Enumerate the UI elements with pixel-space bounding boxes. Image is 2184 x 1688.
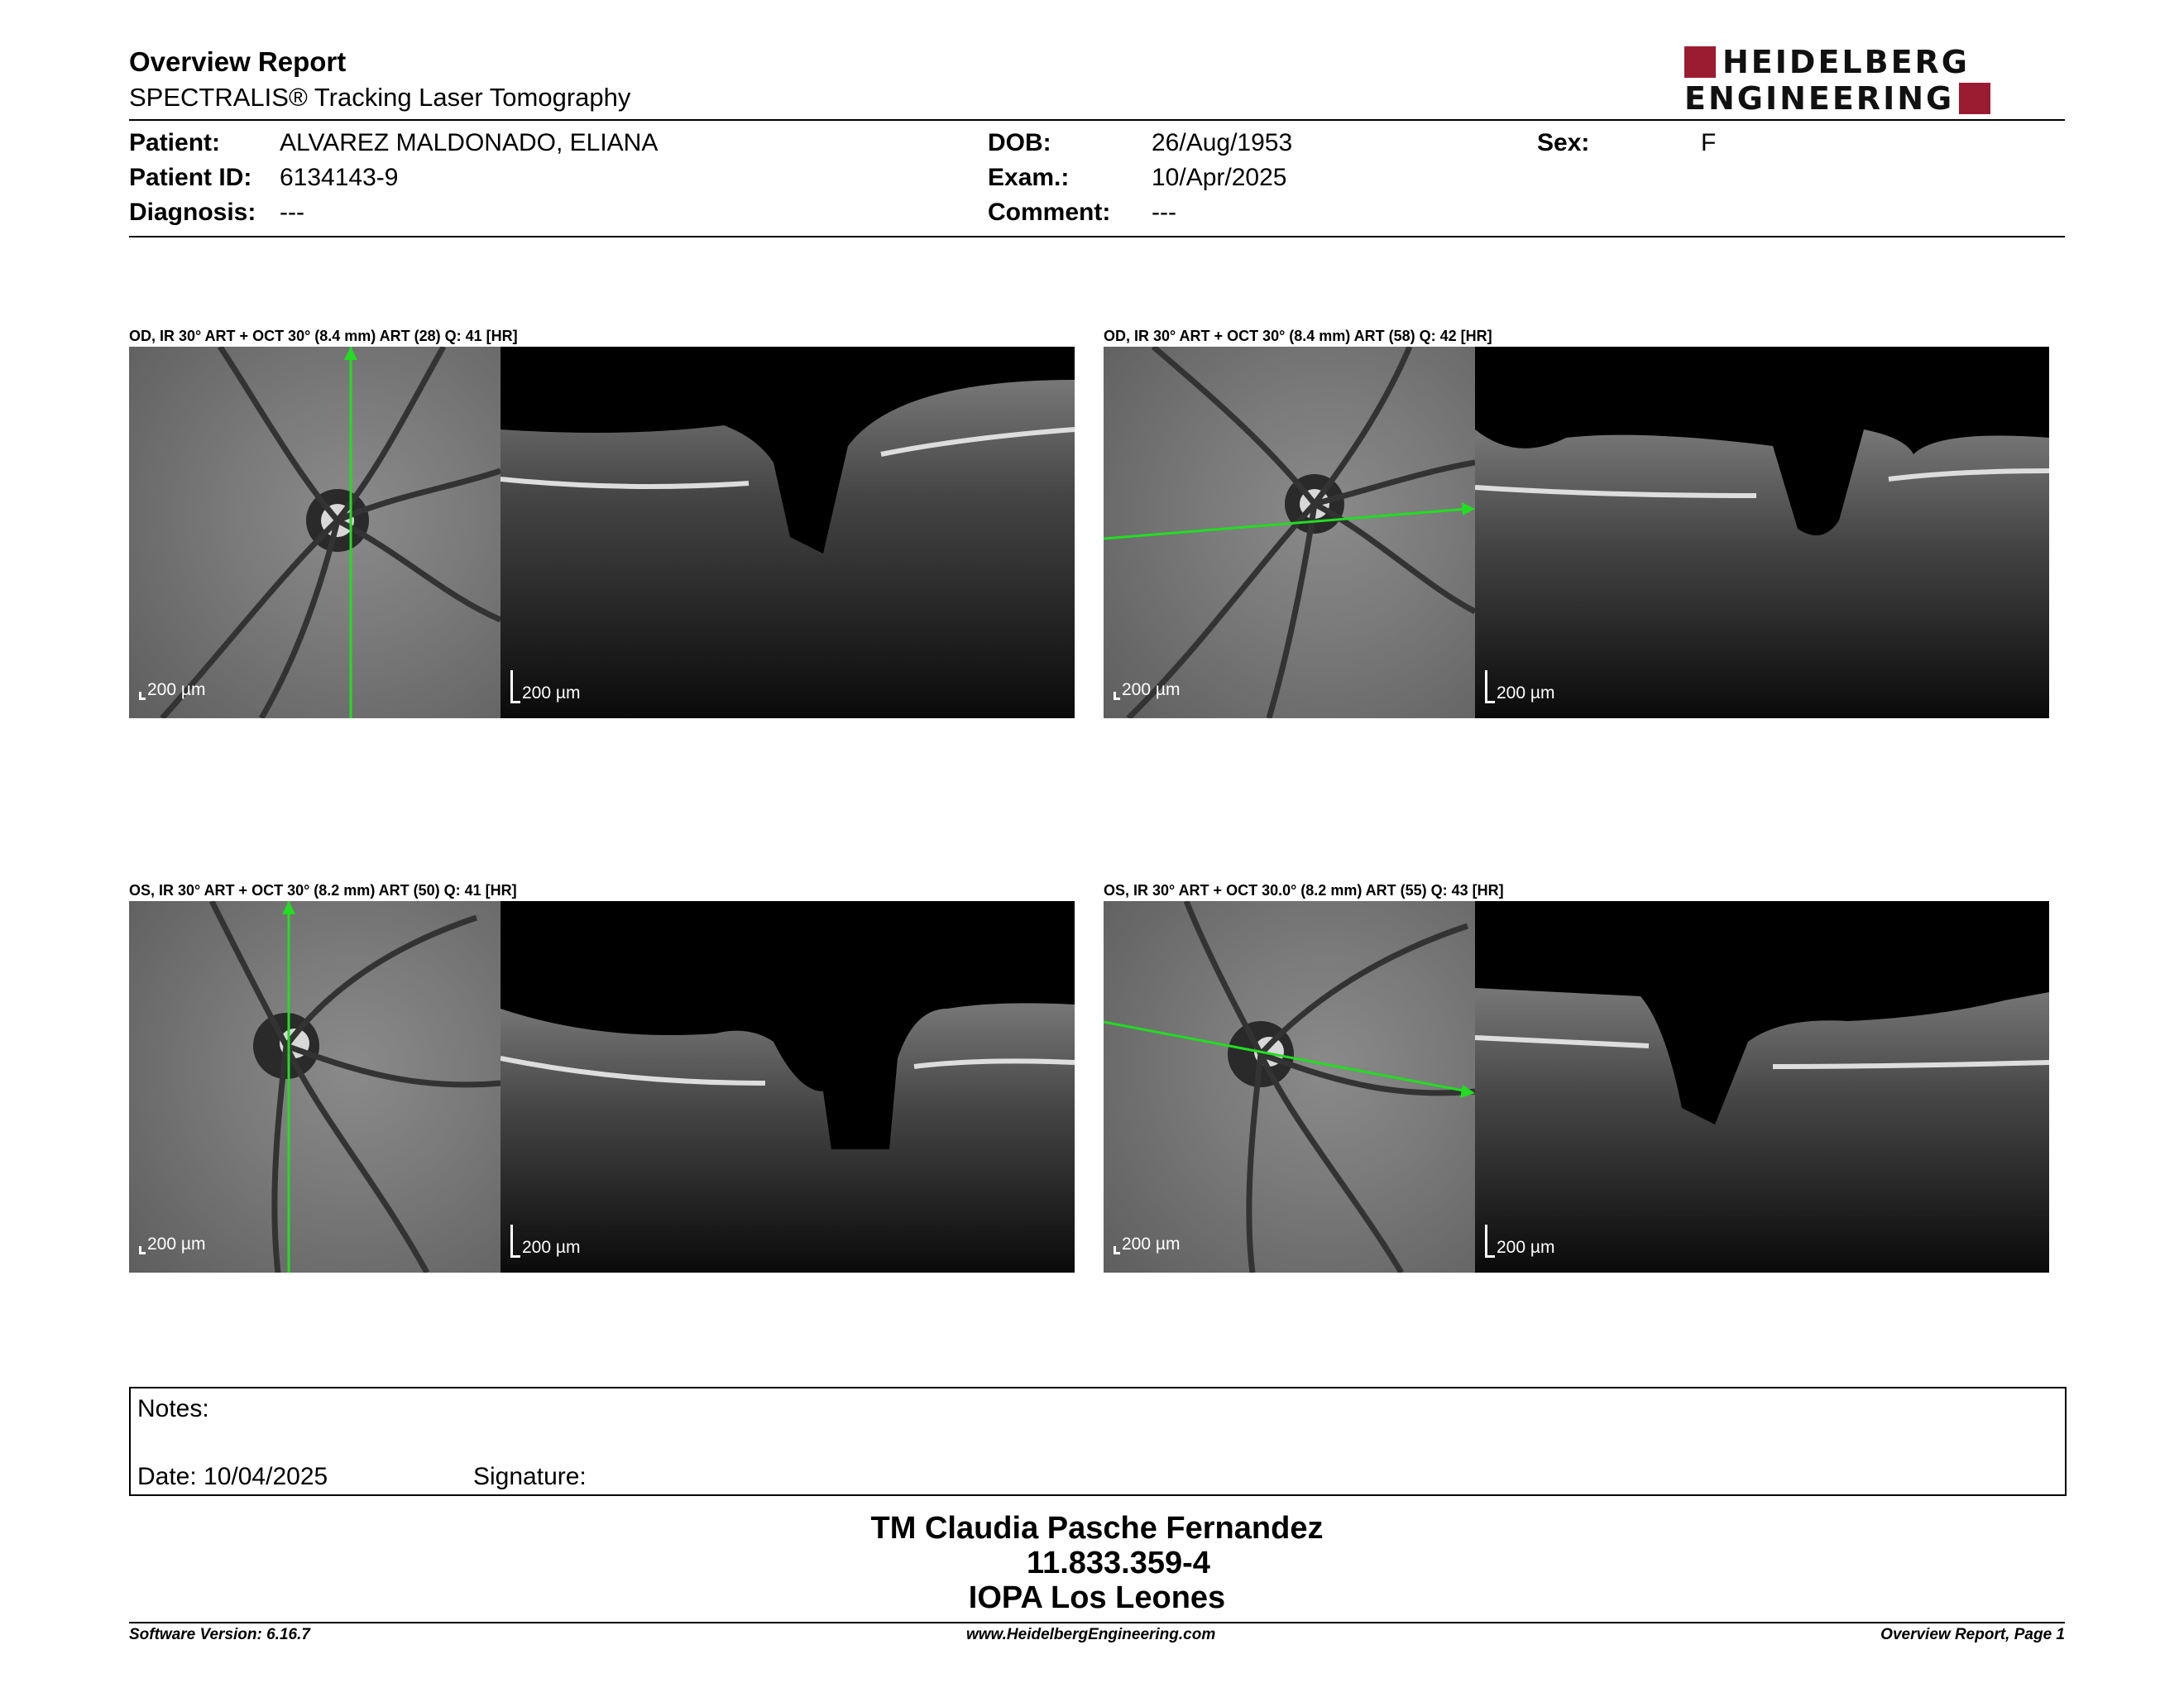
logo-square-icon <box>1959 83 1990 114</box>
notes-box <box>129 1387 2067 1496</box>
scale-bar <box>139 680 205 700</box>
scan-title: OS, IR 30° ART + OCT 30.0° (8.2 mm) ART (55) Q: 43 [HR] <box>1104 882 1504 899</box>
patient-id-label: Patient ID: <box>129 164 252 191</box>
comment-value: --- <box>1152 199 1176 226</box>
scale-label: 200 µm <box>147 1235 206 1254</box>
scale-bar <box>139 1235 205 1254</box>
patient-id: 6134143-9 <box>280 164 399 191</box>
scale-bar-icon <box>510 1225 520 1258</box>
oct-layers <box>500 347 1075 718</box>
scan-title: OD, IR 30° ART + OCT 30° (8.4 mm) ART (58) Q: 42 [HR] <box>1104 328 1492 344</box>
dob-label: DOB: <box>988 129 1051 156</box>
scale-bar-icon <box>139 692 146 700</box>
scale-bar-icon <box>1485 670 1495 703</box>
signer-id: 11.833.359-4 <box>1027 1546 1210 1580</box>
fundus-image <box>1104 901 1475 1273</box>
fundus-vessels <box>1104 347 1475 718</box>
fundus-image <box>1104 347 1475 718</box>
scale-label: 200 µm <box>147 680 206 699</box>
oct-layers <box>500 901 1075 1273</box>
scale-bar <box>1485 670 1554 703</box>
dob-value: 26/Aug/1953 <box>1152 129 1293 156</box>
diagnosis-label: Diagnosis: <box>129 199 256 226</box>
oct-bscan <box>500 901 1075 1273</box>
exam-value: 10/Apr/2025 <box>1152 164 1287 191</box>
oct-bscan <box>1475 901 2049 1273</box>
report-subtitle: SPECTRALIS® Tracking Laser Tomography <box>129 83 631 112</box>
page-indicator: Overview Report, Page 1 <box>1880 1626 2065 1643</box>
fundus-vessels <box>1104 901 1475 1273</box>
scale-bar <box>1114 1235 1180 1254</box>
signature-label: Signature: <box>473 1463 587 1490</box>
scale-label: 200 µm <box>1497 1238 1555 1257</box>
scale-label: 200 µm <box>1122 1235 1181 1254</box>
fundus-vessels <box>129 901 500 1273</box>
sex-value: F <box>1701 129 1717 156</box>
oct-layers <box>1475 901 2049 1273</box>
comment-label: Comment: <box>988 199 1111 226</box>
software-version: Software Version: 6.16.7 <box>129 1626 310 1643</box>
logo-line2: ENGINEERING <box>1684 80 1955 117</box>
logo-line1: HEIDELBERG <box>1722 44 1970 80</box>
oct-bscan <box>1475 347 2049 718</box>
exam-label: Exam.: <box>988 164 1070 191</box>
footer-divider <box>129 1622 2065 1623</box>
oct-layers <box>1475 347 2049 718</box>
scale-bar <box>510 670 580 703</box>
scan-title: OS, IR 30° ART + OCT 30° (8.2 mm) ART (50) Q: 41 [HR] <box>129 882 517 899</box>
date-label: Date: 10/04/2025 <box>137 1463 328 1490</box>
logo-square-icon <box>1684 46 1716 78</box>
scale-bar <box>1114 680 1180 700</box>
oct-bscan <box>500 347 1075 718</box>
scale-bar-icon <box>510 670 520 703</box>
scale-label: 200 µm <box>522 1238 581 1257</box>
scale-label: 200 µm <box>522 683 581 703</box>
scale-bar-icon <box>1114 692 1120 700</box>
header-divider <box>129 119 2065 121</box>
website-link[interactable]: www.HeidelbergEngineering.com <box>966 1626 1216 1643</box>
scale-label: 200 µm <box>1497 683 1555 703</box>
fundus-image <box>129 901 500 1273</box>
signer-name: TM Claudia Pasche Fernandez <box>870 1511 1324 1546</box>
signer-clinic: IOPA Los Leones <box>968 1580 1226 1615</box>
scan-title: OD, IR 30° ART + OCT 30° (8.4 mm) ART (28) Q: 41 [HR] <box>129 328 518 344</box>
report-title: Overview Report <box>129 46 347 77</box>
fundus-image <box>129 347 500 718</box>
patient-divider <box>129 236 2065 237</box>
scale-bar-icon <box>139 1246 146 1254</box>
notes-label: Notes: <box>137 1395 209 1422</box>
patient-name: ALVAREZ MALDONADO, ELIANA <box>280 129 659 156</box>
scale-bar-icon <box>1114 1246 1120 1254</box>
sex-label: Sex: <box>1537 129 1590 156</box>
scale-label: 200 µm <box>1122 680 1181 699</box>
heidelberg-logo <box>1684 46 2065 116</box>
scale-bar <box>1485 1225 1554 1258</box>
scale-bar <box>510 1225 580 1258</box>
diagnosis-value: --- <box>280 199 304 226</box>
patient-label: Patient: <box>129 129 221 156</box>
fundus-vessels <box>129 347 500 718</box>
scale-bar-icon <box>1485 1225 1495 1258</box>
